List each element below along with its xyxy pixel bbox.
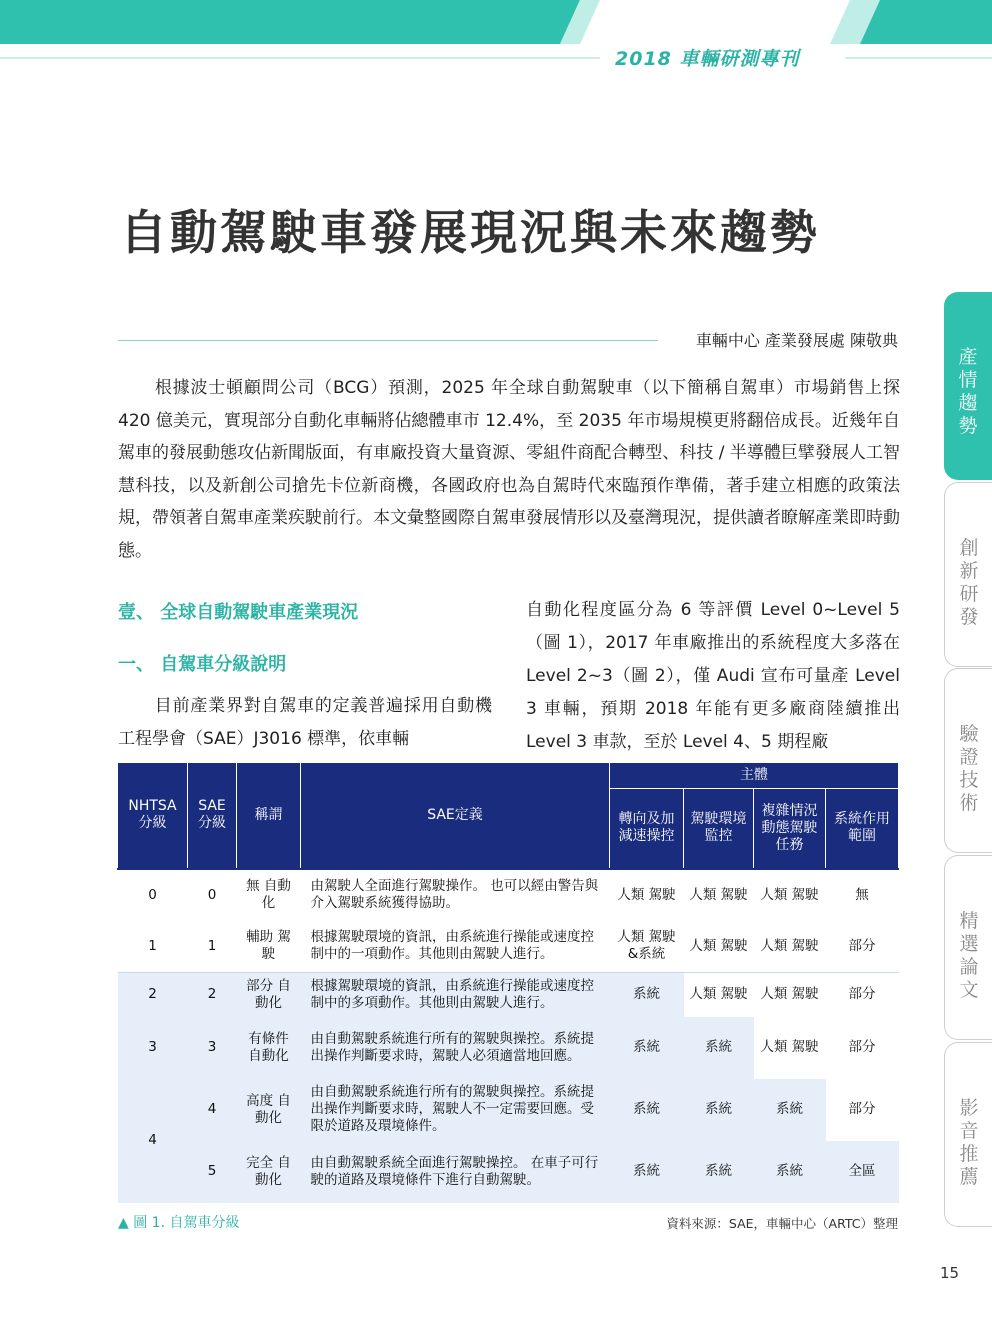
intro-paragraph	[118, 372, 900, 567]
cell-monitoring: 系統	[684, 1017, 754, 1079]
cell-monitoring: 人類 駕駛	[689, 937, 748, 954]
header-definition: SAE定義	[301, 763, 610, 869]
page-number: 15	[940, 1264, 960, 1282]
cell-name: 高度 自動化	[237, 1079, 301, 1141]
table-row	[118, 973, 899, 1017]
cell-steering: 系統	[610, 1017, 684, 1079]
cell-fallback: 人類 駕駛	[760, 1039, 819, 1055]
figure-caption: ▲ 圖 1. 自駕車分級	[118, 1215, 240, 1231]
side-tab-industry-trends[interactable]	[944, 292, 992, 480]
cell-steering: 系統	[610, 1141, 684, 1203]
magazine-title: 2018 車輛研測專刊	[615, 48, 800, 70]
table-row	[118, 1141, 899, 1203]
cell-nhtsa: 4	[118, 1079, 188, 1203]
cell-monitoring: 人類 駕駛	[689, 886, 748, 903]
cell-name: 部分 自動化	[237, 973, 301, 1017]
header-steering: 轉向及加減速操控	[610, 789, 684, 869]
cell-steering: 人類 駕駛	[617, 886, 676, 903]
cell-definition: 由自動駕駛系統進行所有的駕駛與操控。系統提出操作判斷要求時，駕駛人不一定需要回應。受限於道路及環境條件。	[301, 1079, 610, 1141]
cell-fallback: 人類 駕駛	[754, 973, 826, 1017]
cell-definition: 由駕駛人全面進行駕駛操作。 也可以經由警告與介入駕駛系統獲得協助。	[310, 878, 599, 911]
section-heading: 壹、 全球自動駕駛車產業現況	[118, 602, 359, 623]
cell-sae: 1	[207, 937, 217, 954]
cell-fallback: 系統	[754, 1141, 826, 1203]
header-name: 稱謂	[237, 763, 301, 869]
cell-sae: 2	[188, 973, 237, 1017]
byline-divider	[118, 340, 658, 341]
cell-definition: 由自動駕駛系統全面進行駕駛操控。 在車子可行駛的道路及環境條件下進行自動駕駛。	[301, 1141, 610, 1203]
cell-fallback: 人類 駕駛	[760, 886, 819, 903]
left-column-body: 目前產業界對自駕車的定義普遍採用自動機工程學會（SAE）J3016 標準，依車輛	[118, 696, 492, 749]
cell-fallback: 系統	[754, 1079, 826, 1141]
table-row	[118, 869, 899, 921]
table-row	[118, 921, 899, 973]
cell-scope: 全區	[826, 1141, 899, 1203]
header-fallback: 複雜情況動態駕駛任務	[754, 789, 826, 869]
side-tab-papers[interactable]	[944, 855, 992, 1040]
cell-scope: 部分	[826, 973, 899, 1017]
cell-definition: 根據駕駛環境的資訊，由系統進行操能或速度控制中的一項動作。其他則由駕駛人進行。	[310, 929, 594, 963]
cell-monitoring: 系統	[684, 1079, 754, 1141]
cell-sae: 5	[188, 1141, 237, 1203]
header-subject: 主體	[610, 763, 899, 789]
cell-fallback: 人類 駕駛	[760, 937, 819, 954]
sae-level-table	[117, 762, 899, 1203]
cell-nhtsa: 0	[148, 886, 157, 903]
side-tab-label: 產情趨勢	[958, 346, 978, 437]
cell-scope: 部分	[848, 1101, 876, 1117]
table-row	[118, 1017, 899, 1079]
top-banner	[0, 0, 992, 70]
intro-text: 根據波士頓顧問公司（BCG）預測，2025 年全球自動駕駛車（以下簡稱自駕車）市場銷售上探 420 億美元，實現部分自動化車輛將佔總體車市 12.4%，至 2035 年市場規模更將翻倍成長。近幾年自駕車的發展動態攻佔新聞版面，有車廠投資大量資源、零組件商配合轉型、科技 / 半導體巨擘發展人工智慧科技，以及新創公司搶先卡位新商機，各國政府也為自駕時代來臨預作準備，著手建立相應的政策法規，帶領著自駕車產業疾駛前行。本文彙整國際自駕車發展情形以及臺灣現況，提供讀者瞭解產業即時動態。	[118, 378, 900, 561]
cell-definition: 由自動駕駛系統進行所有的駕駛與操控。系統提出操作判斷要求時，駕駛人必須適當地回應。	[301, 1017, 610, 1079]
side-tab-label: 創新研發	[959, 537, 979, 628]
cell-steering: 系統	[610, 1079, 684, 1141]
header-sae: SAE 分級	[188, 763, 237, 869]
cell-scope: 部分	[848, 937, 876, 954]
side-tab-innovation[interactable]	[944, 482, 992, 667]
side-tab-label: 精選論文	[959, 910, 979, 1001]
cell-steering: 人類 駕駛 &系統	[617, 929, 676, 963]
cell-nhtsa: 2	[118, 973, 188, 1017]
side-tab-verification[interactable]	[944, 668, 992, 853]
cell-steering: 系統	[610, 973, 684, 1017]
cell-name: 無 自動化	[246, 878, 291, 911]
cell-sae: 0	[207, 886, 217, 903]
right-column-text: 自動化程度區分為 6 等評價 Level 0~Level 5（圖 1），2017 年車廠推出的系統程度大多落在 Level 2~3（圖 2），僅 Audi 宣布可量產 Level 3 車輛，預期 2018 年能有更多廠商陸續推出 Level 3 車款，至於 Level 4、5 期程廠	[526, 600, 900, 752]
cell-monitoring: 系統	[684, 1141, 754, 1203]
cell-nhtsa: 1	[148, 937, 157, 954]
header-nhtsa: NHTSA 分級	[118, 763, 188, 869]
left-column-text	[118, 690, 492, 756]
cell-scope: 部分	[848, 1039, 876, 1055]
cell-sae: 3	[188, 1017, 237, 1079]
cell-name: 輔助 駕駛	[246, 929, 291, 963]
cell-definition: 根據駕駛環境的資訊，由系統進行操能或速度控制中的多項動作。其他則由駕駛人進行。	[301, 973, 610, 1017]
side-tab-label: 影音推薦	[959, 1097, 979, 1188]
cell-scope: 無	[855, 886, 869, 903]
cell-name: 有條件 自動化	[237, 1017, 301, 1079]
cell-sae: 4	[188, 1079, 237, 1141]
cell-name: 完全 自動化	[237, 1141, 301, 1203]
side-tab-label: 驗證技術	[959, 723, 979, 814]
figure-source: 資料來源：SAE，車輛中心（ARTC）整理	[666, 1216, 898, 1231]
header-scope: 系統作用範圍	[826, 789, 899, 869]
article-title: 自動駕駛車發展現況與未來趨勢	[120, 206, 820, 261]
side-tab-media[interactable]	[944, 1042, 992, 1227]
header-monitoring: 駕駛環境監控	[684, 789, 754, 869]
table-row	[118, 1079, 899, 1141]
cell-monitoring: 人類 駕駛	[684, 973, 754, 1017]
cell-nhtsa: 3	[118, 1017, 188, 1079]
sub-section-heading: 一、 自駕車分級說明	[118, 654, 287, 675]
article-byline: 車輛中心 產業發展處 陳敬典	[695, 331, 898, 350]
